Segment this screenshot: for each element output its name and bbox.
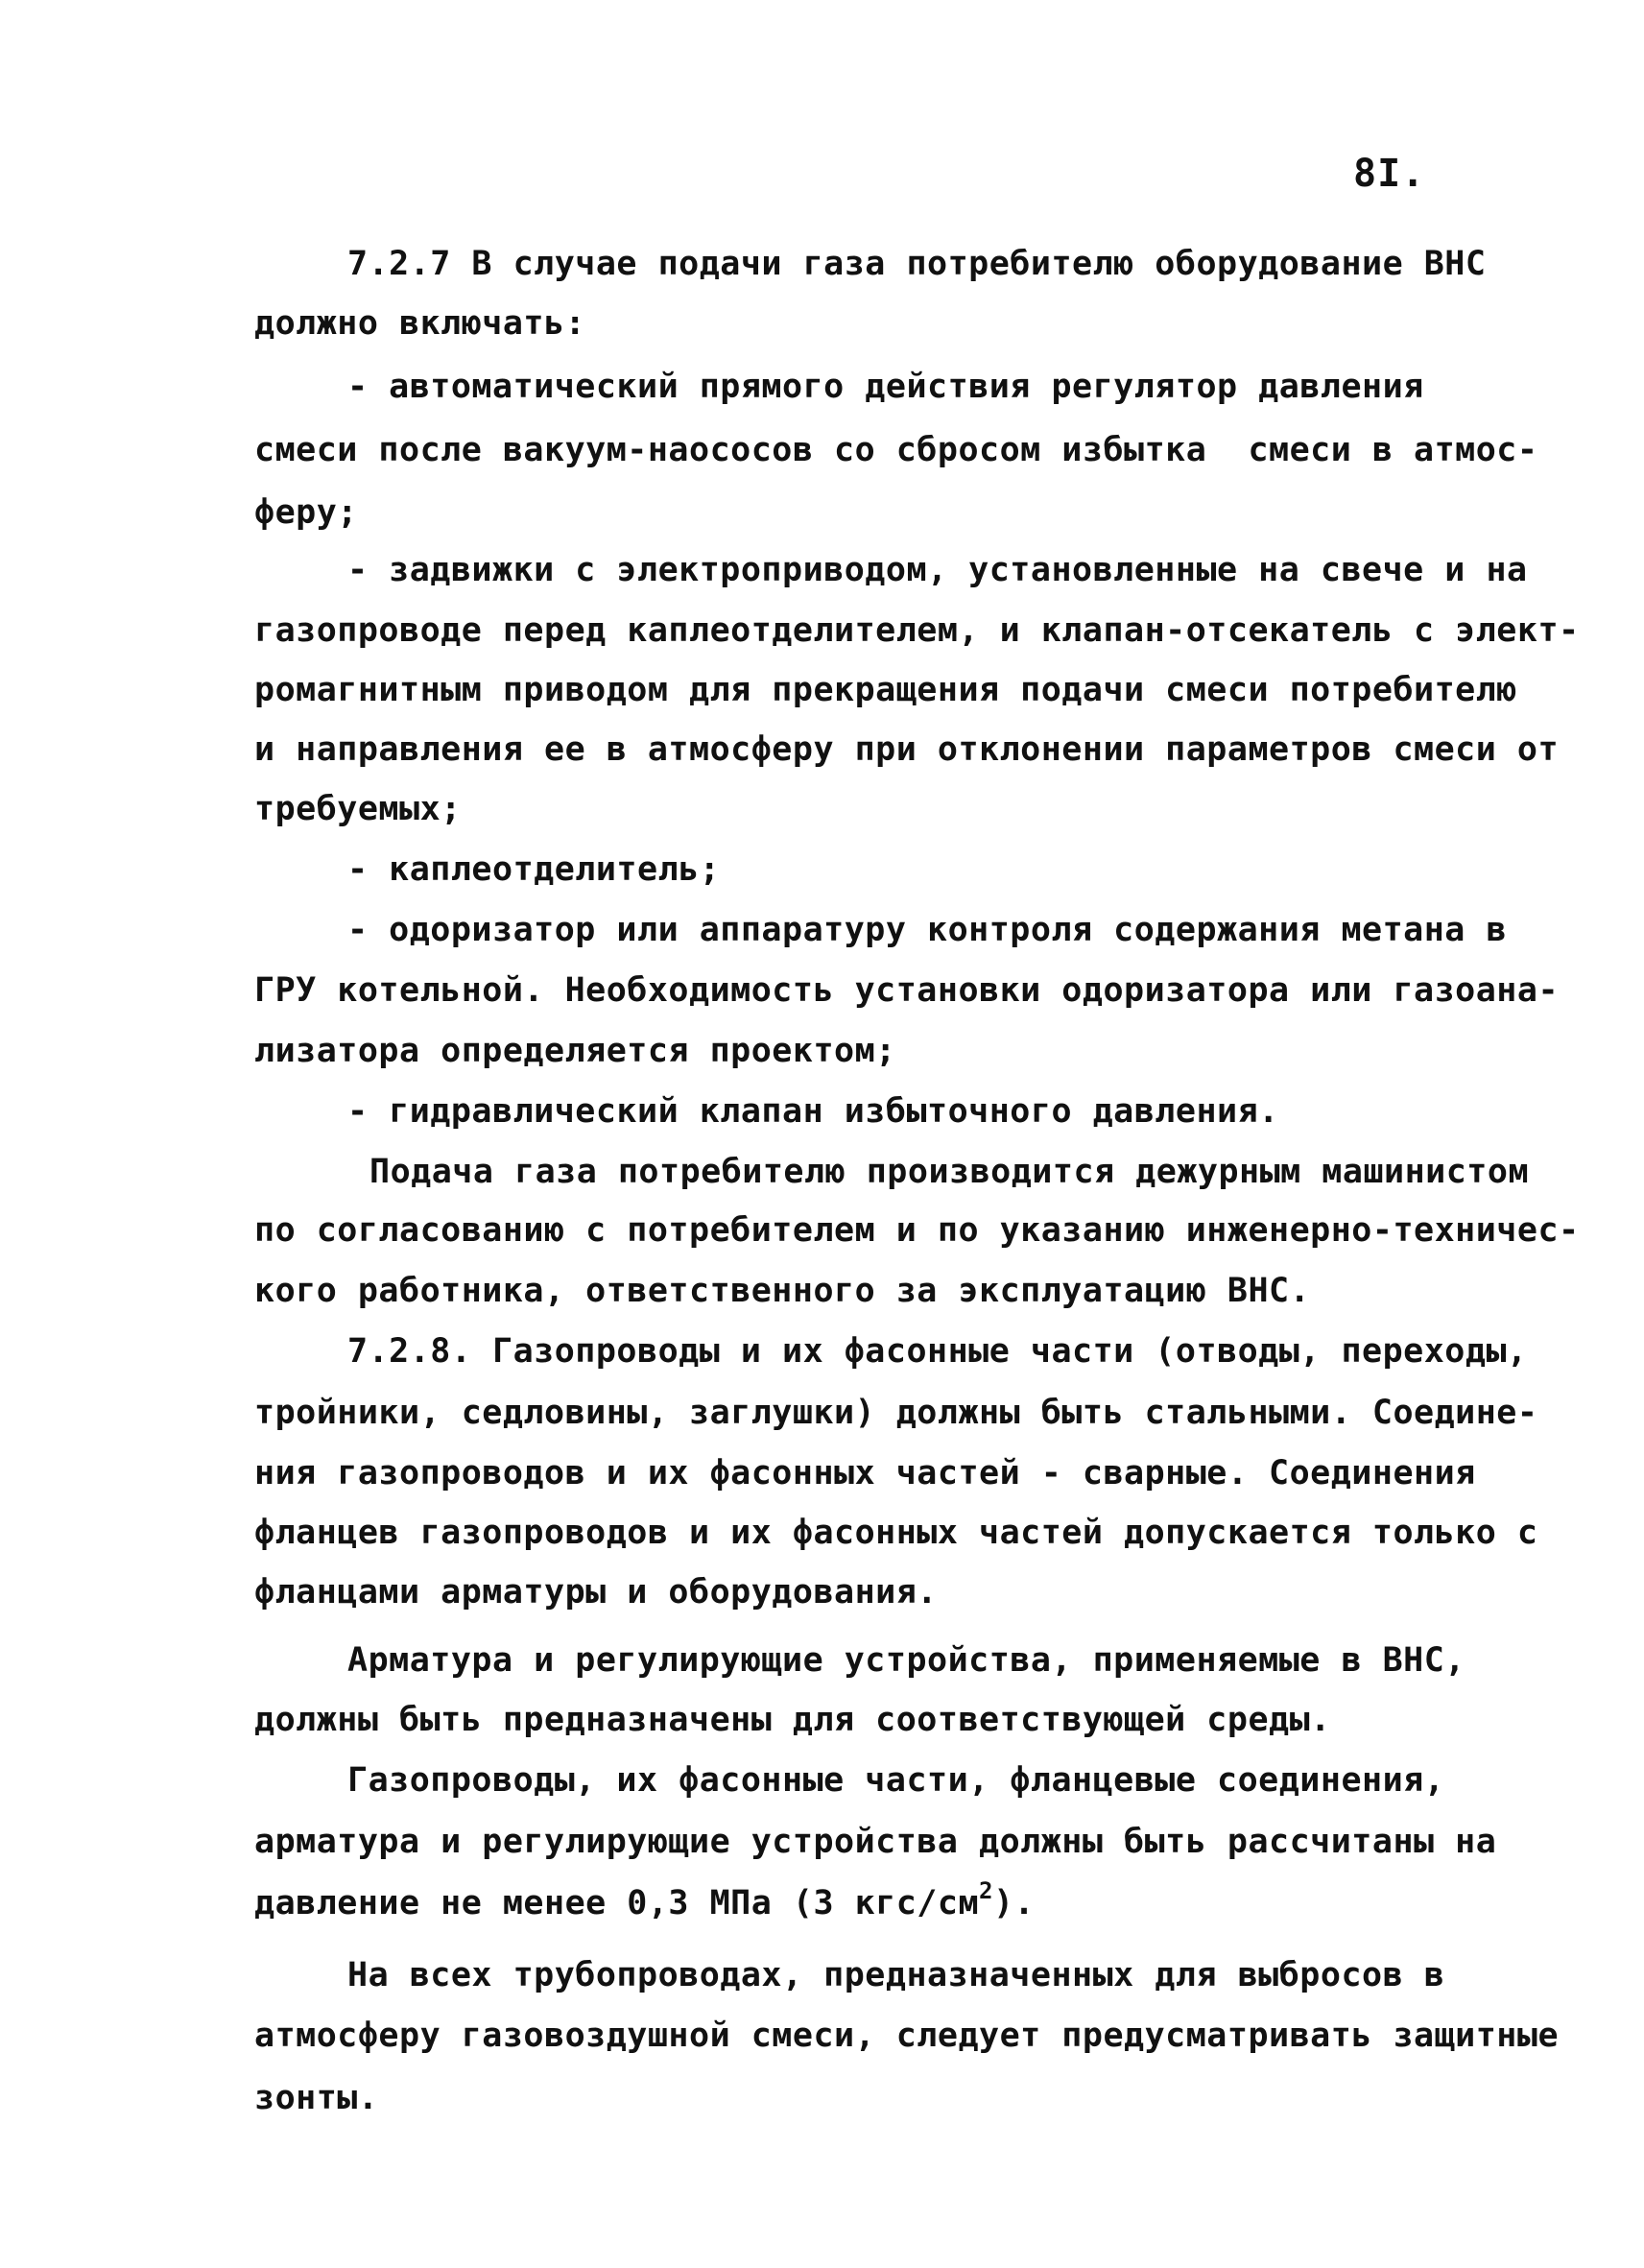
text-line: Подача газа потребителю производится дежурным машинистом [369, 1153, 1530, 1191]
text-line: - каплеотделитель; [347, 850, 721, 889]
text-line: - задвижки с электроприводом, установленные на свече и на [347, 551, 1528, 589]
text-line: газопроводе перед каплеотделителем, и клапан-отсекатель с элект- [254, 611, 1580, 650]
text-line: Газопроводы, их фасонные части, фланцевые соединения, [347, 1761, 1445, 1800]
text-line: должны быть предназначены для соответствующей среды. [254, 1701, 1331, 1739]
pressure-text: давление не менее 0,3 МПа (3 кгс/см [254, 1884, 980, 1922]
text-line: Арматура и регулирующие устройства, применяемые в ВНС, [347, 1641, 1465, 1680]
text-line: 7.2.7 В случае подачи газа потребителю оборудование ВНС [347, 245, 1487, 283]
text-line: атмосферу газовоздушной смеси, следует предусматривать защитные [254, 2017, 1560, 2055]
text-line [254, 1877, 1036, 1922]
text-line: требуемых; [254, 790, 462, 828]
text-line: должно включать: [254, 304, 586, 343]
text-line: и направления ее в атмосферу при отклонении параметров смеси от [254, 730, 1560, 769]
text-line: ромагнитным приводом для прекращения подачи смеси потребителю [254, 671, 1517, 709]
text-line: феру; [254, 493, 358, 532]
text-line: фланцев газопроводов и их фасонных частей допускается только с [254, 1514, 1538, 1552]
text-line: лизатора определяется проектом; [254, 1032, 896, 1070]
text-line: смеси после вакуум-наососов со сбросом избытка смеси в атмос- [254, 431, 1538, 469]
pressure-text-end: ). [992, 1884, 1036, 1922]
text-line: На всех трубопроводах, предназначенных для выбросов в [347, 1956, 1445, 1994]
superscript-2: 2 [979, 1877, 993, 1904]
text-line: 7.2.8. Газопроводы и их фасонные части (отводы, переходы, [347, 1332, 1528, 1371]
text-line: - автоматический прямого действия регулятор давления [347, 368, 1424, 406]
text-line: - гидравлический клапан избыточного давления. [347, 1092, 1279, 1131]
text-line: фланцами арматуры и оборудования. [254, 1573, 938, 1611]
text-line: ГРУ котельной. Необходимость установки одоризатора или газоана- [254, 971, 1560, 1010]
text-line: ния газопроводов и их фасонных частей - сварные. Соединения [254, 1454, 1476, 1492]
text-line: тройники, седловины, заглушки) должны быть стальными. Соедине- [254, 1394, 1538, 1432]
text-line: по согласованию с потребителем и по указанию инженерно-техничес- [254, 1211, 1580, 1250]
text-line: кого работника, ответственного за эксплуатацию ВНС. [254, 1272, 1311, 1310]
text-line: арматура и регулирующие устройства должны быть рассчитаны на [254, 1823, 1497, 1861]
text-line: - одоризатор или аппаратуру контроля содержания метана в [347, 911, 1508, 949]
text-line: зонты. [254, 2079, 379, 2117]
page-number: 8I. [1353, 152, 1426, 196]
